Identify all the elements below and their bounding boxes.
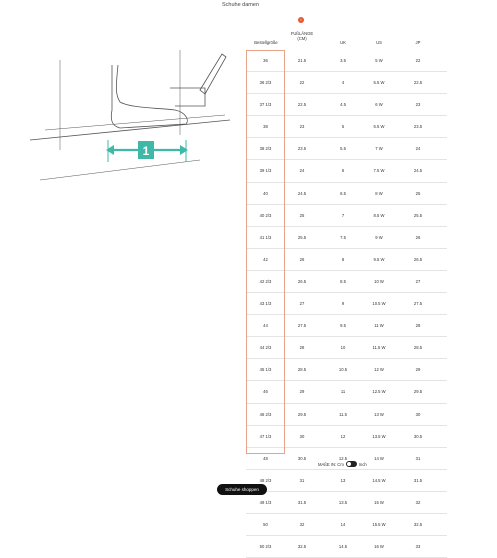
header-jp: JP: [415, 40, 421, 45]
cell-size: 39 1/3: [259, 168, 272, 174]
cell-foot-length: 28: [299, 345, 305, 351]
cell-foot-length: 30: [299, 433, 305, 439]
cell-jp: 25.5: [413, 212, 423, 218]
cell-uk: 5.5: [340, 146, 346, 152]
cell-us: 9 W: [375, 234, 383, 240]
cell-jp: 27: [415, 278, 421, 284]
cell-jp: 29: [415, 367, 421, 373]
cell-jp: 27.5: [413, 301, 423, 307]
cell-jp: 29.5: [413, 389, 423, 395]
cell-uk: 7: [341, 212, 345, 218]
cell-foot-length: 31.5: [297, 499, 307, 505]
cell-jp: 23.5: [413, 124, 423, 130]
size-column-highlight: [246, 50, 285, 454]
cell-uk: 10.5: [338, 367, 348, 373]
cell-foot-length: 25.5: [297, 234, 307, 240]
cell-jp: 28.5: [413, 345, 423, 351]
cell-uk: 6: [341, 168, 345, 174]
cell-foot-length: 27: [299, 301, 305, 307]
cell-uk: 4.5: [340, 102, 346, 108]
cell-size: 47 1/3: [259, 433, 272, 439]
cell-foot-length: 23: [299, 124, 305, 130]
cell-uk: 12: [340, 433, 346, 439]
info-marker-icon[interactable]: i: [298, 17, 304, 23]
cell-us: 15.5 W: [372, 521, 386, 527]
cell-us: 5 W: [375, 58, 383, 63]
cell-us: 8 W: [375, 190, 383, 196]
cell-size: 40: [263, 190, 268, 196]
unit-toggle-switch[interactable]: [346, 461, 357, 467]
cell-size: 36: [263, 58, 268, 63]
cell-jp: 30: [415, 411, 421, 417]
cell-size: 48: [263, 455, 268, 461]
cell-size: 40 2/3: [259, 212, 272, 218]
cell-jp: 26: [415, 234, 421, 240]
cell-uk: 4: [341, 80, 345, 86]
unit-toggle-label-inch: Inch: [358, 461, 367, 467]
cell-size: 44: [263, 323, 268, 329]
cell-foot-length: 24.5: [297, 190, 307, 196]
cell-jp: 22: [415, 58, 421, 63]
header-uk: UK: [340, 40, 346, 45]
measure-step-label: 1: [142, 144, 150, 158]
cell-size: 50 2/3: [259, 544, 272, 550]
cell-foot-length: 29.5: [297, 411, 307, 417]
cell-uk: 13.5: [338, 499, 348, 505]
cell-uk: 6.5: [340, 190, 346, 196]
cell-foot-length: 23.5: [297, 146, 307, 152]
cell-us: 6 W: [375, 102, 383, 108]
cell-uk: 12.5: [338, 455, 348, 461]
cell-us: 9.5 W: [373, 256, 385, 262]
cell-foot-length: 25: [299, 212, 305, 218]
cell-foot-length: 26: [299, 256, 305, 262]
cell-us: 11 W: [374, 323, 384, 329]
cell-size: 45 1/3: [259, 367, 272, 373]
cell-foot-length: 28.5: [297, 367, 307, 373]
cell-jp: 33: [415, 544, 421, 550]
shop-shoes-button[interactable]: Schuhe shoppen: [217, 484, 267, 495]
cell-us: 6.5 W: [373, 124, 385, 130]
cell-size: 49 1/3: [259, 499, 272, 505]
cell-us: 15 W: [374, 499, 384, 505]
foot-measurement-illustration: [0, 40, 240, 210]
cell-foot-length: 22: [299, 80, 305, 86]
header-fusslaenge: FUßLÄNGE (CM): [290, 31, 314, 41]
cell-uk: 11: [340, 389, 346, 395]
cell-jp: 25: [415, 190, 421, 196]
cell-jp: 31.5: [413, 477, 423, 483]
cell-foot-length: 27.5: [297, 323, 307, 329]
cell-uk: 14: [340, 521, 346, 527]
cell-foot-length: 30.5: [297, 455, 307, 461]
cell-size: 43 1/3: [259, 301, 272, 307]
cell-size: 41 1/3: [259, 234, 272, 240]
table-row: [246, 470, 447, 492]
cell-size: 42 2/3: [259, 278, 272, 284]
cell-foot-length: 24: [299, 168, 305, 174]
cell-size: 46: [263, 389, 268, 395]
cell-uk: 10: [340, 345, 346, 351]
cell-uk: 9.5: [340, 323, 346, 329]
header-bestellgroesse: Bestellgröße: [254, 40, 278, 45]
cell-us: 7 W: [375, 146, 383, 152]
cell-uk: 5: [341, 124, 345, 130]
cell-us: 8.5 W: [373, 212, 385, 218]
cell-uk: 13: [340, 477, 346, 483]
cell-us: 16 W: [374, 544, 384, 550]
cell-size: 44 2/3: [259, 345, 272, 351]
cell-jp: 24.5: [413, 168, 423, 174]
cell-size: 46 2/3: [259, 411, 272, 417]
cell-us: 10 W: [374, 278, 384, 284]
cell-us: 10.5 W: [372, 301, 386, 307]
cell-foot-length: 22.5: [297, 102, 307, 108]
table-row: [246, 514, 447, 536]
cell-us: 12 W: [374, 367, 384, 373]
header-us: US: [376, 40, 382, 45]
cell-jp: 32.5: [413, 521, 423, 527]
cell-us: 12.5 W: [372, 389, 386, 395]
cell-uk: 8.5: [340, 278, 346, 284]
cell-size: 36 2/3: [259, 80, 272, 86]
cell-uk: 3.5: [340, 58, 346, 63]
cell-jp: 31: [415, 455, 421, 461]
page-title: Schuhe damen: [222, 2, 259, 8]
cell-jp: 22.5: [413, 80, 423, 86]
cell-uk: 11.5: [339, 411, 347, 417]
cell-us: 14 W: [374, 455, 384, 461]
cell-uk: 9: [341, 301, 345, 307]
cell-foot-length: 29: [299, 389, 305, 395]
unit-toggle-group: [318, 461, 367, 467]
cell-size: 38: [263, 124, 268, 130]
cell-jp: 28: [415, 323, 421, 329]
cell-us: 14.5 W: [372, 477, 386, 483]
cell-uk: 7.5: [340, 234, 346, 240]
cell-foot-length: 31: [299, 477, 305, 483]
cell-jp: 23: [415, 102, 421, 108]
cell-uk: 14.5: [338, 544, 348, 550]
cell-size: 50: [263, 521, 268, 527]
cell-uk: 8: [341, 256, 345, 262]
cell-us: 7.5 W: [373, 168, 385, 174]
cell-size: 48 2/3: [259, 477, 272, 483]
cell-jp: 32: [415, 499, 421, 505]
cell-foot-length: 21.5: [297, 58, 307, 63]
cell-foot-length: 32: [299, 521, 305, 527]
cell-size: 38 2/3: [259, 146, 272, 152]
cell-us: 13 W: [374, 411, 384, 417]
cell-us: 13.5 W: [372, 433, 386, 439]
cell-us: 5.5 W: [373, 80, 385, 86]
cell-size: 42: [263, 256, 268, 262]
cell-jp: 24: [415, 146, 421, 152]
cell-foot-length: 26.5: [297, 278, 307, 284]
unit-toggle-label-cm: MAßE IN: Cm: [318, 461, 344, 467]
cell-jp: 26.5: [413, 256, 423, 262]
cell-size: 37 1/3: [259, 102, 272, 108]
table-row: [246, 492, 447, 514]
table-row: [246, 536, 447, 558]
cell-foot-length: 32.5: [297, 544, 307, 550]
cell-jp: 30.5: [413, 433, 423, 439]
cell-us: 11.5 W: [372, 345, 386, 351]
